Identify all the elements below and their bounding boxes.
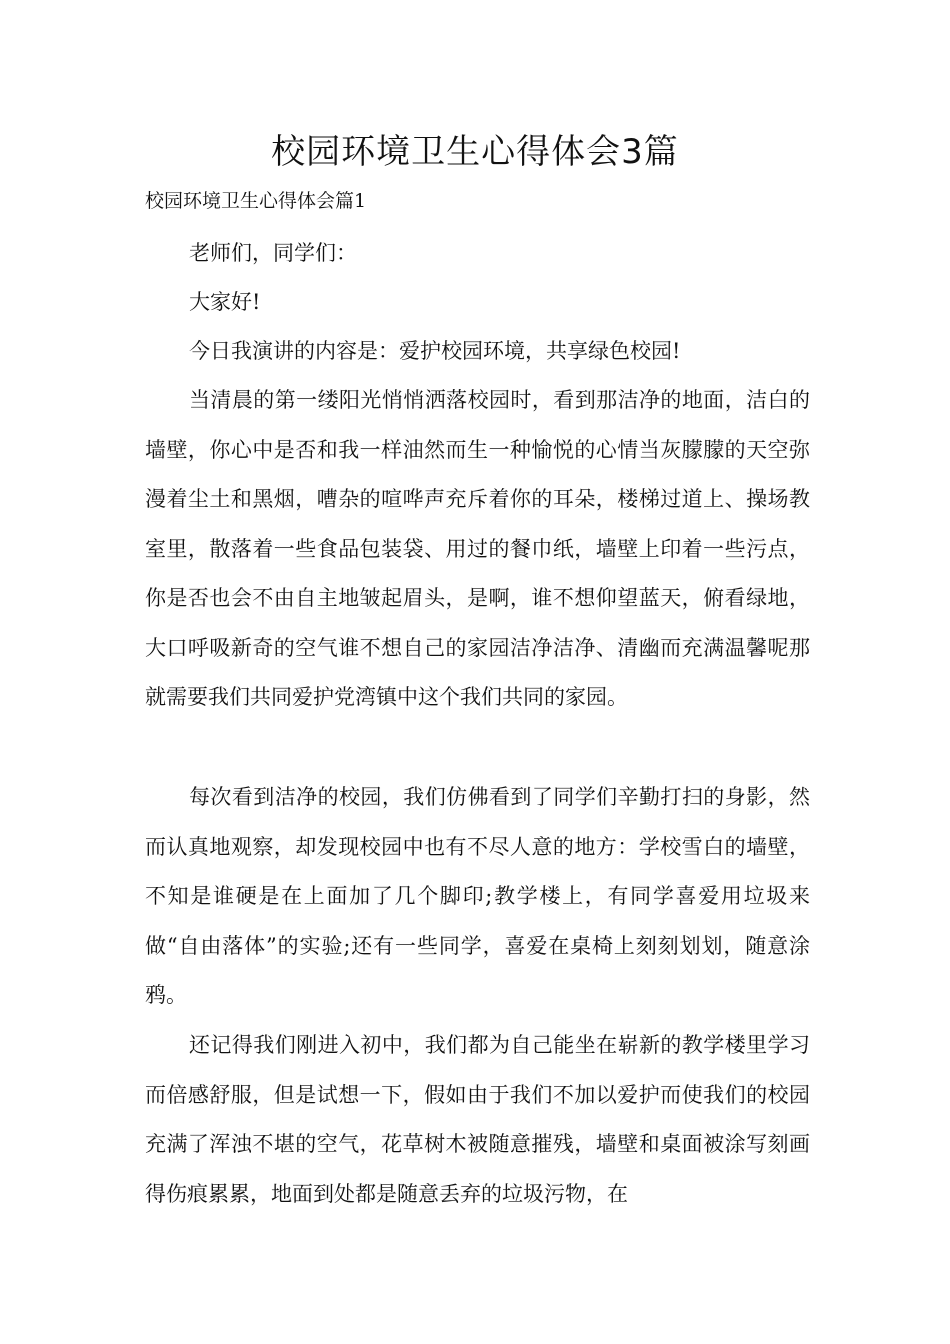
- paragraph-body: 还记得我们刚进入初中，我们都为自己能坐在崭新的教学楼里学习而倍感舒服，但是试想一下，假如由于我们不加以爱护而使我们的校园充满了浑浊不堪的空气，花草树木被随意摧残，墙壁和桌面被涂写刻画得伤痕累累，地面到处都是随意丢弃的垃圾污物，在: [145, 1033, 810, 1206]
- paragraph-body: 当清晨的第一缕阳光悄悄洒落校园时，看到那洁净的地面，洁白的墙壁，你心中是否和我一样油然而生一种愉悦的心情当灰朦朦的天空弥漫着尘土和黑烟，嘈杂的喧哗声充斥着你的耳朵，楼梯过道上、操场教室里，散落着一些食品包装袋、用过的餐巾纸，墙壁上印着一些污点，你是否也会不由自主地皱起眉头，是啊，谁不想仰望蓝天，俯看绿地，大口呼吸新奇的空气谁不想自己的家园洁净洁净、清幽而充满温馨呢那就需要我们共同爱护党湾镇中这个我们共同的家园。: [145, 388, 810, 709]
- section-heading: 校园环境卫生心得体会篇1: [145, 190, 367, 212]
- paragraph-hello: 大家好!: [189, 290, 261, 314]
- paragraph-greeting: 老师们，同学们：: [189, 241, 357, 265]
- document-title: 校园环境卫生心得体会3篇: [271, 132, 679, 172]
- paragraph-body: 每次看到洁净的校园，我们仿佛看到了同学们辛勤打扫的身影，然而认真地观察，却发现校园中也有不尽人意的地方：学校雪白的墙壁，不知是谁硬是在上面加了几个脚印;教学楼上，有同学喜爱用垃圾来做“自由落体”的实验;还有一些同学，喜爱在桌椅上刻刻划划，随意涂鸦。: [145, 785, 810, 1007]
- paragraph-topic: 今日我演讲的内容是：爱护校园环境，共享绿色校园!: [189, 339, 681, 363]
